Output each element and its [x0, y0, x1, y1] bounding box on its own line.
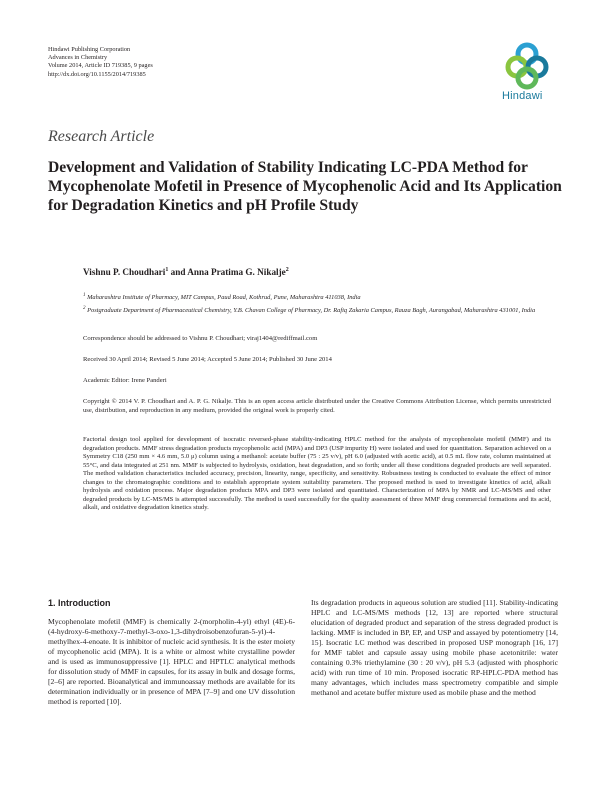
affiliation-1-sup: 1 [83, 293, 86, 298]
affiliation-1 [83, 292, 563, 303]
correspondence: Correspondence should be addressed to Vishnu P. Choudhari; viraj1404@rediffmail.com [83, 335, 318, 342]
article-type: Research Article [48, 128, 155, 145]
section-heading [48, 598, 111, 608]
body-column-left: Mycophenolate mofetil (MMF) is chemically 2-(morpholin-4-yl) ethyl (4E)-6-(4-hydroxy-6-methoxy-7-methyl-3-oxo-1,3-dihydroisobenzofuran-5-yl)-4-methylhex-4-enoate. It is inhibitor of nucleic acid synthesis. It is the ester moiety of mycophenolic acid (MPA). It is a white or almost white crystalline powder and is used as immunosuppressive [1]. HPLC and HPTLC analytical methods for dissolution study of MMF in capsules, for its assay in bulk and dosage forms, [2–6] are reported. Bioanalytical and immunoassay methods are available for its determination individually or in presence of MPA [7–9] and one UV dissolution method is reported [10]. [48, 617, 295, 707]
author-2-affil: 2 [285, 267, 289, 273]
affiliation-2 [83, 305, 563, 316]
body-column-right: Its degradation products in aqueous solution are studied [11]. Stability-indicating HPLC and LC-MS/MS methods [12, 13] are reported where structural elucidation of degraded product and separation of the stress degraded product is lacking. MMF is included in BP, EP, and USP and assayed by potentiometry [14, 15]. Isocratic LC method was described in proposed USP monograph [16, 17] for MMF tablet and capsule assay using mobile phase acetonitrile: water containing 0.3% triethylamine (30 : 20 v/v), pH 5.3 (adjusted with phosphoric acid) with run time of 10 min. Proposed isocratic RP-HPLC-PDA method has many advantages, which includes mass spectrometry compatible and simple methanol and acetate buffer mixture used as mobile phase and the method [311, 598, 558, 698]
logo-wordmark: Hindawi [502, 90, 543, 102]
academic-editor: Academic Editor: Irene Panderi [83, 377, 167, 384]
affiliation-1-text: Maharashtra Institute of Pharmacy, MIT Campus, Paud Road, Kothrud, Pune, Maharashtra 411038, India [87, 294, 361, 302]
affiliation-2-text: Postgraduate Department of Pharmaceutical Chemistry, Y.B. Chavan College of Pharmacy, Dr. Rafiq Zakaria Campus, Rauza Bagh, Aurangabad, Maharashtra 431001, India [87, 307, 536, 315]
journal-line: Advances in Chemistry [48, 54, 108, 62]
author-1-affil: 1 [165, 267, 169, 273]
author-list [83, 267, 289, 277]
publisher-line: Hindawi Publishing Corporation [48, 46, 131, 53]
author-1: Vishnu P. Choudhari [83, 267, 166, 278]
journal-header [48, 46, 153, 79]
hindawi-logo [500, 40, 554, 102]
affiliation-2-sup: 2 [83, 306, 86, 311]
doi-link[interactable]: http://dx.doi.org/10.1155/2014/719385 [48, 70, 146, 78]
abstract: Factorial design tool applied for development of isocratic reversed-phase stability-indicating HPLC method for the analysis of mycophenolate mofetil (MMF) and its degradation products. MMF stress degradation products mycophenolic acid (MPA) and DP3 (USP impurity H) were isolated and used for quantitation. Separation achieved on a Symmetry C18 (250 mm × 4.6 mm, 5.0 μ) column using a methanol: acetate buffer (75 : 25 v/v), pH 6.0 (adjusted with acetic acid), at 0.5 mL flow rate, column maintained at 55°C, and data integrated at 251 nm. MMF is subjected to hydrolysis, oxidation, heat degradation, and so forth; under all these conditions degraded products are well separated. The method validation characteristics included accuracy, precision, linearity, range, specificity, and sensitivity. Robustness testing is conducted to evaluate the effect of minor changes to the chromatographic conditions and to establish appropriate system suitability parameters. The proposed method is used to investigate kinetics of acid, alkali hydrolysis and oxidation process. Major degradation products MPA and DP3 were isolated and quantitated. Characterization of MPA by NMR and LC-MS/MS and other degraded products by LC-MS/MS is attempted successfully. The method is used successfully for the quality assessment of three MMF drug commercial formations and its acid, alkali, and oxidative degradation kinetics study. [83, 436, 551, 512]
section-title: Introduction [58, 598, 111, 608]
volume-line: Volume 2014, Article ID 719385, 9 pages [48, 62, 153, 70]
hindawi-logo-icon [500, 40, 554, 90]
copyright: Copyright © 2014 V. P. Choudhari and A. P. G. Nikalje. This is an open access article distributed under the Creative Commons Attribution License, which permits unrestricted use, distribution, and reproduction in any medium, provided the original work is properly cited. [83, 398, 551, 414]
article-title: Development and Validation of Stability Indicating LC-PDA Method for Mycophenolate Mofetil in Presence of Mycophenolic Acid and Its Application for Degradation Kinetics and pH Profile Study [48, 159, 562, 214]
dates: Received 30 April 2014; Revised 5 June 2014; Accepted 5 June 2014; Published 30 June 2014 [83, 356, 332, 363]
author-2: Anna Pratima G. Nikalje [187, 267, 286, 278]
author-and: and [168, 267, 188, 278]
section-number: 1. [48, 598, 56, 608]
